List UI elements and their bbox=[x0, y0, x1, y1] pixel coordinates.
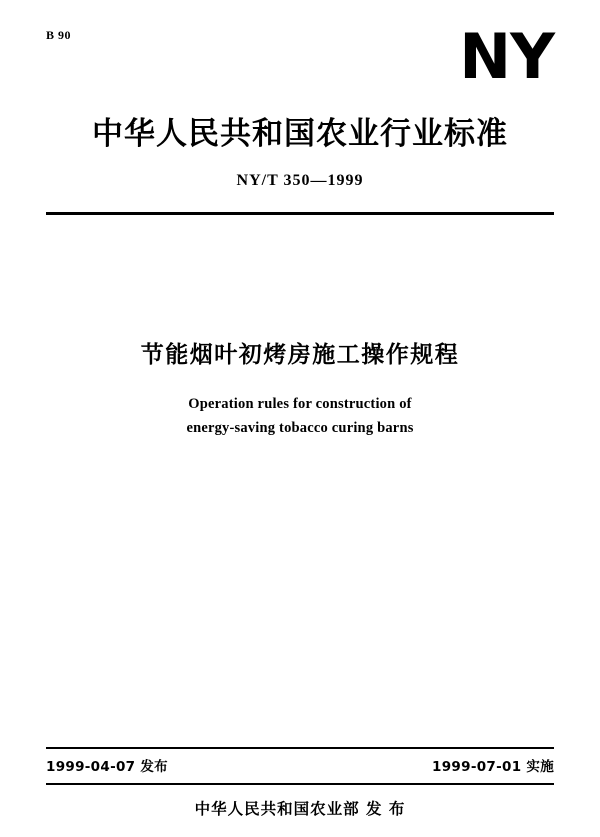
document-title-english bbox=[0, 393, 600, 441]
organization-title: 中华人民共和国农业行业标准 bbox=[92, 116, 508, 152]
publisher: 中华人民共和国农业部 发 布 bbox=[194, 800, 406, 818]
ny-logo: NY bbox=[459, 20, 554, 93]
document-title-english-line1: Operation rules for construction of bbox=[188, 396, 412, 412]
classification-code: B 90 bbox=[46, 28, 72, 42]
footer-dates bbox=[46, 755, 554, 775]
document-title-english-line2: energy-saving tobacco curing barns bbox=[186, 419, 414, 436]
header-divider bbox=[46, 212, 554, 215]
issue-date: 1999-04-07 发布 bbox=[46, 759, 168, 775]
effective-date: 1999-07-01 实施 bbox=[432, 759, 554, 775]
footer-divider-top bbox=[46, 747, 554, 749]
footer-divider-bottom bbox=[46, 783, 554, 785]
standard-number: NY/T 350—1999 bbox=[236, 172, 364, 189]
document-title-chinese: 节能烟叶初烤房施工操作规程 bbox=[140, 342, 460, 368]
